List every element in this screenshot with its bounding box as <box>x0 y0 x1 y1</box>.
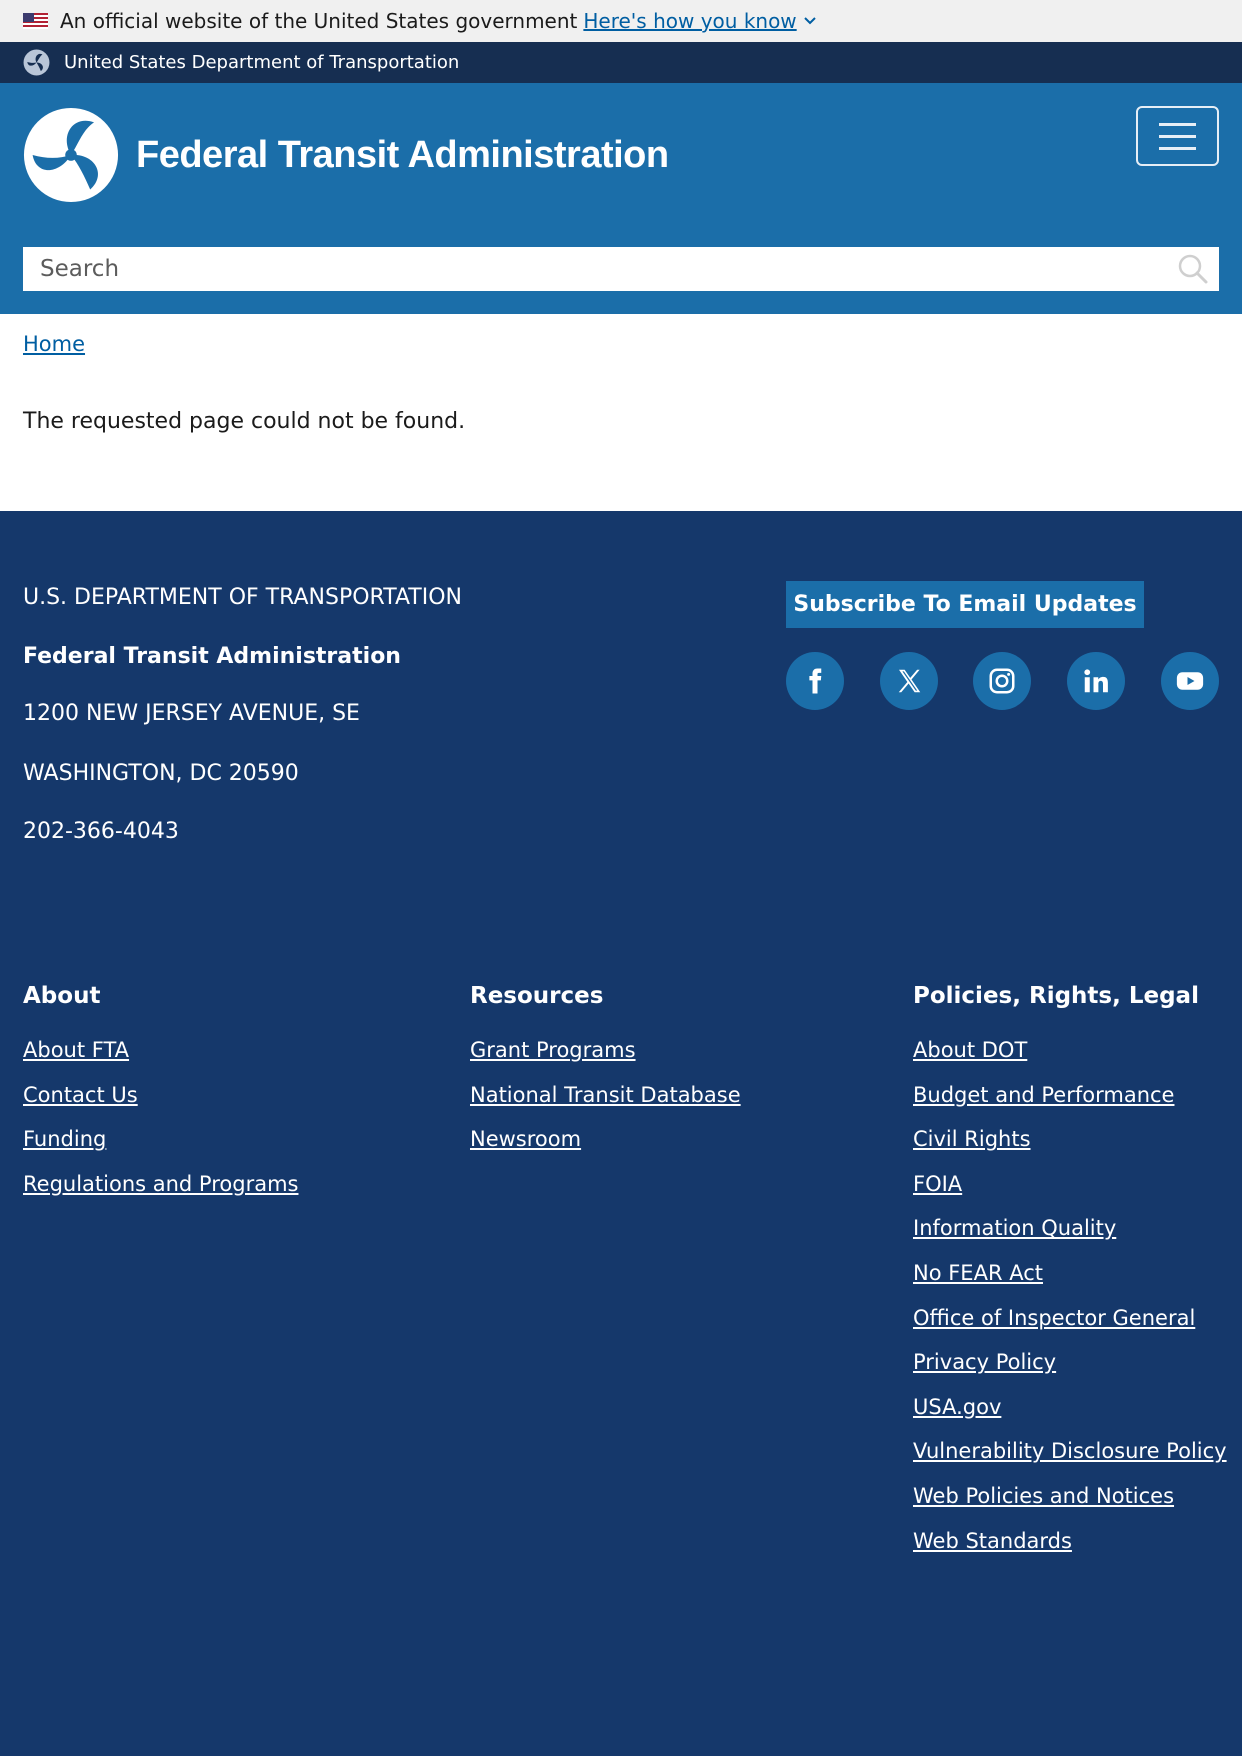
footer-link-civil-rights[interactable]: Civil Rights <box>913 1127 1031 1152</box>
footer-link-no-fear[interactable]: No FEAR Act <box>913 1260 1043 1285</box>
site-logo[interactable] <box>23 106 669 204</box>
footer-policies-heading: Policies, Rights, Legal <box>913 983 1199 1009</box>
footer-link-foia[interactable]: FOIA <box>913 1171 963 1196</box>
site-header <box>0 83 1242 314</box>
footer-phone: 202-366-4043 <box>23 819 179 844</box>
dot-triskelion-icon <box>23 49 50 76</box>
subscribe-email-button[interactable]: Subscribe To Email Updates <box>786 581 1144 628</box>
heres-how-you-know-link[interactable]: Here's how you know <box>583 9 797 33</box>
gov-banner-text: An official website of the United States government <box>60 9 578 33</box>
hamburger-icon-bar <box>1159 147 1196 150</box>
footer-resources-links <box>470 1038 741 1172</box>
not-found-message: The requested page could not be found. <box>23 409 466 434</box>
search-box <box>23 247 1219 291</box>
youtube-icon[interactable] <box>1161 652 1219 710</box>
footer-link-privacy[interactable]: Privacy Policy <box>913 1350 1057 1375</box>
footer-link-funding[interactable]: Funding <box>23 1127 107 1152</box>
x-icon[interactable] <box>880 652 938 710</box>
footer-link-info-quality[interactable]: Information Quality <box>913 1216 1117 1241</box>
fta-logo-icon <box>23 106 119 204</box>
search-input[interactable] <box>23 249 1153 289</box>
agency-name: Federal Transit Administration <box>136 133 669 176</box>
footer-resources-heading: Resources <box>470 983 604 1009</box>
footer-link-usa-gov[interactable]: USA.gov <box>913 1394 1002 1419</box>
footer-about-heading: About <box>23 983 101 1009</box>
footer-link-about-fta[interactable]: About FTA <box>23 1038 130 1062</box>
hamburger-icon-bar <box>1159 123 1196 126</box>
dot-strip-text: United States Department of Transportation <box>64 52 460 73</box>
menu-toggle-button[interactable] <box>1136 106 1219 166</box>
us-flag-icon <box>23 13 48 29</box>
footer-link-budget[interactable]: Budget and Performance <box>913 1082 1175 1107</box>
footer-about-links <box>23 1038 298 1216</box>
gov-banner <box>0 0 1242 42</box>
dot-strip <box>0 42 1242 83</box>
breadcrumb-home-link[interactable]: Home <box>23 332 86 356</box>
site-footer <box>0 511 1242 1756</box>
footer-link-vdp[interactable]: Vulnerability Disclosure Policy <box>913 1439 1227 1464</box>
hamburger-icon-bar <box>1159 135 1196 138</box>
footer-link-about-dot[interactable]: About DOT <box>913 1038 1028 1062</box>
footer-link-grant-programs[interactable]: Grant Programs <box>470 1038 636 1062</box>
footer-link-web-standards[interactable]: Web Standards <box>913 1528 1072 1553</box>
linkedin-icon[interactable] <box>1067 652 1125 710</box>
footer-address-line2: WASHINGTON, DC 20590 <box>23 761 299 786</box>
footer-link-regulations[interactable]: Regulations and Programs <box>23 1171 299 1196</box>
footer-link-newsroom[interactable]: Newsroom <box>470 1127 582 1152</box>
footer-department: U.S. DEPARTMENT OF TRANSPORTATION <box>23 585 463 610</box>
search-icon[interactable] <box>1177 253 1209 285</box>
facebook-icon[interactable] <box>786 652 844 710</box>
footer-link-web-policies[interactable]: Web Policies and Notices <box>913 1483 1175 1508</box>
instagram-icon[interactable] <box>973 652 1031 710</box>
footer-link-oig[interactable]: Office of Inspector General <box>913 1305 1196 1330</box>
footer-link-contact-us[interactable]: Contact Us <box>23 1082 138 1107</box>
footer-address-line1: 1200 NEW JERSEY AVENUE, SE <box>23 701 360 726</box>
footer-link-ntd[interactable]: National Transit Database <box>470 1082 741 1107</box>
chevron-down-icon[interactable] <box>803 14 817 28</box>
footer-policies-links <box>913 1038 1227 1573</box>
footer-agency: Federal Transit Administration <box>23 644 401 669</box>
